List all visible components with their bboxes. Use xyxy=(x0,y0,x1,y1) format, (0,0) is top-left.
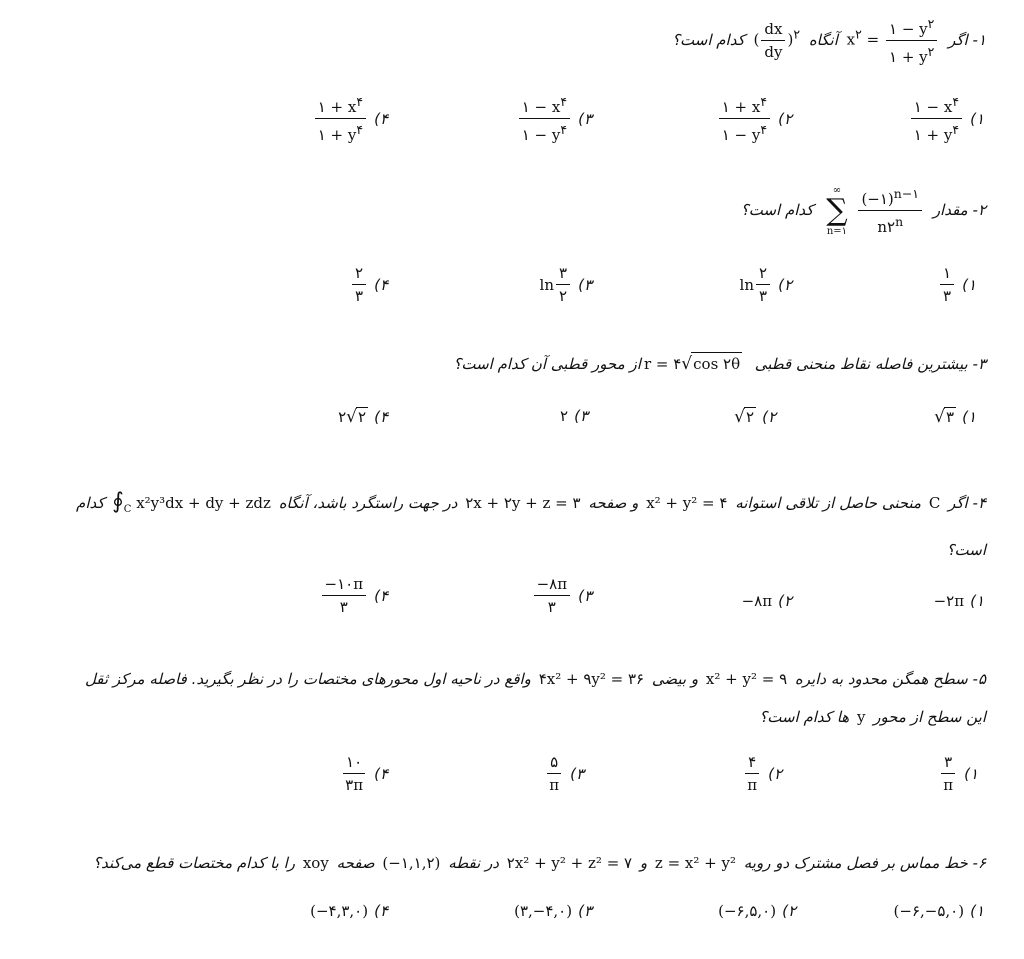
cylinder-equation: x² + y² = ۴ xyxy=(646,494,728,512)
denominator: n۲ xyxy=(877,218,896,236)
option-value xyxy=(744,752,760,795)
option-3[interactable] xyxy=(532,574,592,617)
exponent: ۴ xyxy=(952,94,960,109)
option-value xyxy=(540,263,573,306)
denominator: ۱ + y xyxy=(889,48,928,66)
equation xyxy=(847,14,940,67)
lhs-var: x xyxy=(846,30,856,49)
exponent: ۲ xyxy=(855,26,862,42)
option-label: ۱) xyxy=(962,275,976,294)
surface-1-equation: z = x² + y² xyxy=(654,854,736,872)
question-number: ۴- xyxy=(972,494,986,512)
sqrt-icon: √ xyxy=(934,407,946,427)
point-coordinates: (−۱,۱,۲) xyxy=(382,854,441,872)
option-1[interactable] xyxy=(909,92,984,145)
stem-text: آنگاه xyxy=(808,31,838,49)
plane-equation: ۲x + ۲y + z = ۳ xyxy=(465,494,581,512)
option-3[interactable] xyxy=(517,92,592,145)
option-value xyxy=(342,752,366,795)
exponent: ۲ xyxy=(927,44,935,59)
option-4[interactable] xyxy=(350,263,388,306)
exponent: ۴ xyxy=(560,94,568,109)
equals-sign: = xyxy=(866,30,880,49)
option-label: ۱) xyxy=(970,592,984,610)
option-2[interactable] xyxy=(718,902,796,920)
option-label: ۴) xyxy=(374,275,388,294)
curve-symbol: C xyxy=(928,494,941,512)
numerator: ۱ + x xyxy=(317,98,357,116)
radicand: cos ۲θ xyxy=(691,352,742,375)
denominator: ۳ xyxy=(547,598,556,616)
option-label: ۲) xyxy=(762,408,776,426)
exponent: n xyxy=(895,214,904,229)
fraction xyxy=(858,184,922,237)
stem-text: کدام xyxy=(76,494,105,512)
polar-equation xyxy=(644,355,747,373)
circle-equation: x² + y² = ۹ xyxy=(705,670,788,688)
option-4[interactable] xyxy=(313,92,388,145)
sqrt-icon: √ xyxy=(346,407,358,427)
stem-text: و صفحه xyxy=(588,494,639,512)
option-value xyxy=(352,263,366,306)
denominator: π xyxy=(943,776,954,794)
denominator: ۳ xyxy=(943,287,952,305)
option-label: ۱) xyxy=(964,764,978,783)
numerator: ۱۰ xyxy=(343,752,365,774)
stem-text: کدام است؟ xyxy=(740,201,814,219)
ln-function: ln xyxy=(739,275,755,294)
radicand: ۲ xyxy=(746,408,755,426)
question-number: ۱- xyxy=(972,31,986,49)
option-label: ۴) xyxy=(374,109,388,128)
denominator: ۳ xyxy=(759,287,768,305)
denominator: ۳ xyxy=(339,598,348,616)
stem-text: اگر xyxy=(948,31,968,49)
numerator: ۳ xyxy=(556,263,570,285)
question-number: ۲- xyxy=(972,201,986,219)
option-value xyxy=(911,92,962,145)
numerator: ۱ xyxy=(940,263,954,285)
option-value: −۸π xyxy=(741,592,773,610)
line-integral xyxy=(112,489,271,515)
numerator: −۱۰π xyxy=(322,574,367,596)
option-value xyxy=(940,263,954,306)
option-4[interactable] xyxy=(340,752,388,795)
integral-subscript: C xyxy=(123,504,132,515)
coefficient: ۲ xyxy=(338,408,347,426)
option-value: ۲ xyxy=(560,407,569,425)
numerator: (−۱) xyxy=(861,190,894,208)
sigma-icon: ∑ xyxy=(826,192,848,228)
option-label: ۴) xyxy=(374,586,388,605)
option-label: ۱) xyxy=(962,408,976,426)
stem-text: این سطح از محور xyxy=(873,708,986,726)
stem-text: خط مماس بر فصل مشترک دو رویه xyxy=(743,854,968,872)
denominator: π xyxy=(747,776,758,794)
option-label: ۲) xyxy=(778,592,792,610)
stem-text: و xyxy=(639,854,648,872)
option-value: (−۶,−۵,۰) xyxy=(893,902,965,920)
option-label: ۳) xyxy=(578,275,592,294)
option-label: ۳) xyxy=(578,109,592,128)
sqrt-icon: √ xyxy=(734,407,746,427)
numerator: ۱ − x xyxy=(521,98,561,116)
radicand: ۲ xyxy=(358,408,367,426)
contour-integral-icon: ∮ xyxy=(112,489,124,514)
option-label: ۱) xyxy=(970,109,984,128)
stem-text: اگر xyxy=(948,494,968,512)
option-label: ۲) xyxy=(778,109,792,128)
option-label: ۳) xyxy=(570,764,584,783)
stem-text: از محور قطبی آن کدام است؟ xyxy=(453,355,641,373)
fraction xyxy=(886,14,937,67)
option-label: ۲) xyxy=(782,902,796,920)
exponent: ۴ xyxy=(356,122,364,137)
numerator: dx xyxy=(761,19,785,41)
question-3-stem xyxy=(20,352,986,375)
option-label: ۳) xyxy=(574,407,588,425)
option-3[interactable] xyxy=(540,263,592,306)
question-6-stem xyxy=(20,852,986,874)
question-1-stem xyxy=(20,14,986,67)
stem-text: است؟ xyxy=(946,541,986,559)
option-value: −۲π xyxy=(933,592,965,610)
denominator: dy xyxy=(764,43,783,61)
exponent: ۴ xyxy=(760,94,768,109)
upper-limit: ∞ xyxy=(832,184,842,196)
stem-text: مقدار xyxy=(932,201,968,219)
exponent: ۲ xyxy=(793,26,801,42)
option-1[interactable] xyxy=(938,752,978,795)
exponent: ۴ xyxy=(356,94,364,109)
numerator: ۲ xyxy=(756,263,770,285)
radicand: ۳ xyxy=(946,408,955,426)
option-label: ۱) xyxy=(970,902,984,920)
stem-text: واقع در ناحیه اول محورهای مختصات را در نظر بگیرید. فاصله مرکز ثقل xyxy=(84,670,531,688)
numerator: ۱ − y xyxy=(889,20,928,38)
denominator: ۳π xyxy=(345,776,364,794)
option-4[interactable] xyxy=(320,574,388,617)
stem-text: ها کدام است؟ xyxy=(759,708,850,726)
question-2-stem xyxy=(20,184,986,237)
question-number: ۳- xyxy=(972,355,986,373)
axis-symbol: y xyxy=(856,708,866,726)
option-value: (−۴,۳,۰) xyxy=(310,902,369,920)
sqrt-icon: √ xyxy=(681,354,693,374)
numerator: ۲ xyxy=(352,263,366,285)
option-value xyxy=(315,92,366,145)
option-value: (۳,−۴,۰) xyxy=(514,902,573,920)
option-label: ۲) xyxy=(778,275,792,294)
option-4[interactable] xyxy=(310,902,388,920)
numerator: ۱ + x xyxy=(721,98,761,116)
denominator: ۱ − y xyxy=(521,126,561,144)
exponent: ۲ xyxy=(927,16,935,31)
option-label: ۴) xyxy=(374,408,388,426)
option-value: (−۶,۵,۰) xyxy=(718,902,777,920)
denominator: ۱ + y xyxy=(913,126,953,144)
option-value xyxy=(546,752,562,795)
numerator: ۴ xyxy=(745,752,759,774)
option-value xyxy=(322,574,367,617)
option-2[interactable] xyxy=(742,592,792,610)
stem-text: و بیضی xyxy=(651,670,699,688)
integrand: x²y³dx + dy + zdz xyxy=(136,494,271,512)
denominator: ۱ − y xyxy=(721,126,761,144)
series-expression xyxy=(822,184,924,237)
stem-text: بیشترین فاصله نقاط منحنی قطبی xyxy=(754,355,968,373)
numerator: ۳ xyxy=(941,752,955,774)
stem-text: در نقطه xyxy=(448,854,499,872)
stem-text: صفحه xyxy=(336,854,375,872)
option-value xyxy=(740,263,773,306)
option-2[interactable] xyxy=(734,407,776,427)
option-label: ۴) xyxy=(374,764,388,783)
plane-name: xoy xyxy=(302,854,329,872)
stem-text: سطح همگن محدود به دایره xyxy=(794,670,968,688)
stem-text: در جهت راستگرد باشد، آنگاه xyxy=(278,494,458,512)
denominator: ۳ xyxy=(355,287,364,305)
denominator: π xyxy=(549,776,560,794)
option-label: ۴) xyxy=(374,902,388,920)
derivative-fraction xyxy=(761,19,785,62)
stem-text: را با کدام مختصات قطع می‌کند؟ xyxy=(93,854,296,872)
surface-2-equation: ۲x² + y² + z² = ۷ xyxy=(506,854,633,872)
exponent: ۴ xyxy=(560,122,568,137)
numerator: ۱ − x xyxy=(913,98,953,116)
summation xyxy=(826,185,847,237)
numerator: ۵ xyxy=(547,752,561,774)
question-4-stem xyxy=(20,482,986,570)
option-value xyxy=(534,574,570,617)
option-2[interactable] xyxy=(740,263,792,306)
option-1[interactable] xyxy=(934,407,976,427)
question-number: ۵- xyxy=(972,670,986,688)
option-value xyxy=(934,407,956,427)
ellipse-equation: ۴x² + ۹y² = ۳۶ xyxy=(538,670,645,688)
denominator: ۲ xyxy=(559,287,568,305)
stem-text: منحنی حاصل از تلاقی استوانه xyxy=(735,494,922,512)
option-value xyxy=(719,92,770,145)
lower-limit: n=۱ xyxy=(826,225,848,237)
option-3[interactable] xyxy=(544,752,584,795)
option-label: ۳) xyxy=(578,586,592,605)
option-2[interactable] xyxy=(742,752,782,795)
option-4[interactable] xyxy=(338,407,388,427)
option-value xyxy=(940,752,956,795)
option-2[interactable] xyxy=(717,92,792,145)
equation-lhs: r = ۴ xyxy=(643,355,682,373)
exponent: ۴ xyxy=(952,122,960,137)
derivative-expression: ( $\frac{dx}{dy}$ )$^۲$ xyxy=(753,20,801,61)
numerator: −۸π xyxy=(534,574,570,596)
option-3[interactable] xyxy=(560,407,588,425)
option-label: ۳) xyxy=(578,902,592,920)
option-1[interactable] xyxy=(938,263,976,306)
option-1[interactable] xyxy=(934,592,984,610)
exponent: ۴ xyxy=(760,122,768,137)
exponent: n−۱ xyxy=(893,186,920,201)
ln-function: ln xyxy=(539,275,555,294)
option-label: ۲) xyxy=(768,764,782,783)
question-number: ۶- xyxy=(972,854,986,872)
option-1[interactable] xyxy=(894,902,984,920)
stem-text: کدام است؟ xyxy=(672,31,745,49)
option-value xyxy=(338,407,368,427)
option-3[interactable] xyxy=(514,902,592,920)
question-5-stem xyxy=(20,660,986,736)
option-value xyxy=(519,92,570,145)
denominator: ۱ + y xyxy=(317,126,357,144)
option-value xyxy=(734,407,756,427)
